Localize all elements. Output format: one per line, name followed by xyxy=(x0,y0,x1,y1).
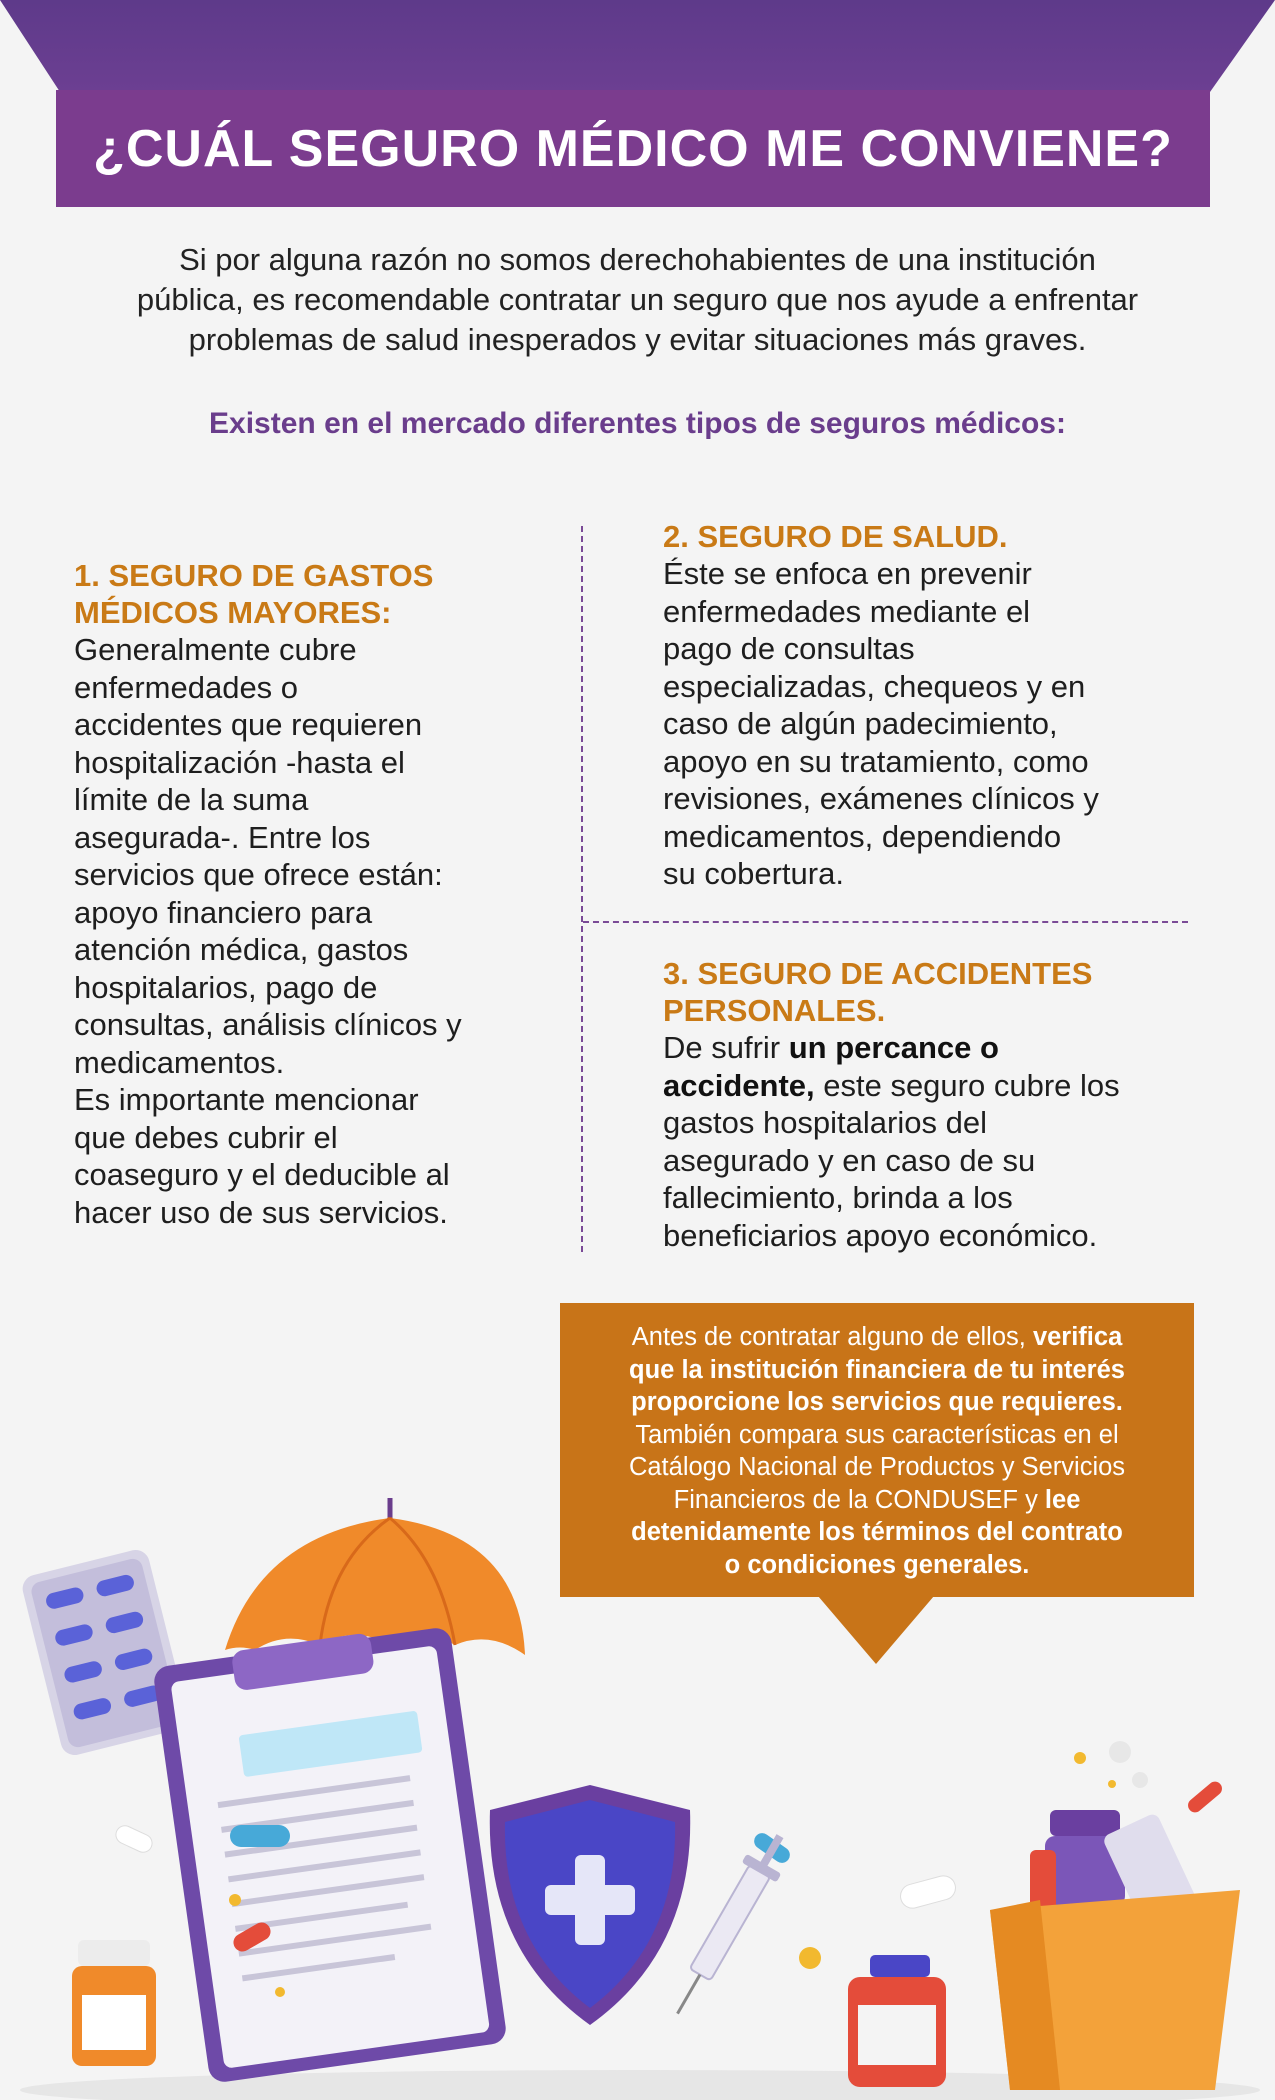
body-line: apoyo financiero para xyxy=(74,894,373,930)
body-line: Generalmente cubre xyxy=(74,632,357,667)
section-body xyxy=(663,555,1183,893)
body-highlight: un percance o xyxy=(788,1030,999,1065)
body-line: hospitalarios, pago de xyxy=(74,969,378,1005)
section-gastos-medicos-mayores xyxy=(74,557,534,1231)
body-line: coaseguro y el deducible al xyxy=(74,1157,450,1192)
intro-line: problemas de salud inesperados y evitar situaciones más graves. xyxy=(188,322,1087,357)
section-heading: 1. SEGURO DE GASTOS xyxy=(74,558,434,593)
callout-emphasis: o condiciones generales. xyxy=(724,1550,1030,1579)
section-heading: 2. SEGURO DE SALUD. xyxy=(663,519,1008,554)
section-subtitle: Existen en el mercado diferentes tipos de seguros médicos: xyxy=(209,407,1066,440)
pill-icon xyxy=(1109,1741,1131,1763)
callout-emphasis: detenidamente los términos del contrato xyxy=(631,1518,1123,1546)
section-accidentes-personales xyxy=(663,955,1193,1254)
body-line: Éste se enfoca en prevenir xyxy=(663,556,1032,591)
body-line: gastos hospitalarios del xyxy=(663,1105,987,1140)
body-line: límite de la suma xyxy=(74,782,309,817)
callout-line: Catálogo Nacional de Productos y Servicios xyxy=(628,1453,1126,1481)
body-line: hacer uso de sus servicios. xyxy=(74,1194,448,1230)
body-line: consultas, análisis clínicos y xyxy=(74,1007,462,1042)
body-highlight: accidente, xyxy=(663,1067,815,1103)
shield-plus-icon xyxy=(490,1785,690,2025)
section-heading: MÉDICOS MAYORES: xyxy=(74,595,392,630)
intro-line: Si por alguna razón no somos derechohabientes de una institución xyxy=(179,242,1096,277)
callout-emphasis: lee xyxy=(1044,1485,1081,1514)
body-line: beneficiarios apoyo económico. xyxy=(663,1217,1098,1253)
callout-line xyxy=(574,1321,1180,1354)
body-line: pago de consultas xyxy=(663,631,915,666)
capsule-icon xyxy=(230,1825,290,1847)
body-line: fallecimiento, brinda a los xyxy=(663,1180,1013,1215)
body-line: medicamentos. xyxy=(74,1044,285,1080)
medicine-bottle-icon xyxy=(848,1955,946,2087)
vertical-divider xyxy=(581,526,583,1252)
body-line: asegurado y en caso de su xyxy=(663,1142,1036,1178)
body-line: hospitalización -hasta el xyxy=(74,744,405,780)
body-line: Es importante mencionar xyxy=(74,1082,419,1117)
pill-icon xyxy=(898,1873,958,1911)
body-text: De sufrir xyxy=(663,1030,789,1065)
body-line: medicamentos, dependiendo xyxy=(663,818,1062,854)
body-line: servicios que ofrece están: xyxy=(74,857,443,892)
intro-line: pública, es recomendable contratar un seguro que nos ayude a enfrentar xyxy=(136,282,1139,317)
body-line: enfermedades o xyxy=(74,669,299,705)
callout-emphasis: verifica xyxy=(1032,1323,1123,1351)
body-line xyxy=(663,1029,1193,1067)
section-heading: PERSONALES. xyxy=(663,993,886,1028)
section-heading: 3. SEGURO DE ACCIDENTES xyxy=(663,956,1093,991)
callout-emphasis: proporcione los servicios que requieres. xyxy=(631,1388,1123,1416)
section-seguro-de-salud xyxy=(663,518,1183,893)
page-title: ¿CUÁL SEGURO MÉDICO ME CONVIENE? xyxy=(93,119,1173,178)
medical-illustration xyxy=(0,1480,1275,2100)
section-body xyxy=(663,1029,1193,1254)
body-line: especializadas, chequeos y en xyxy=(663,668,1086,704)
medicine-bottle-icon xyxy=(72,1940,156,2066)
body-line: atención médica, gastos xyxy=(74,932,409,967)
body-line: enfermedades mediante el xyxy=(663,593,1031,629)
callout-line xyxy=(574,1386,1180,1419)
section-body xyxy=(74,631,534,1231)
title-banner xyxy=(56,90,1210,207)
clipboard-document-icon xyxy=(152,1626,508,2084)
body-line: apoyo en su tratamiento, como xyxy=(663,743,1089,779)
medicine-bag-icon xyxy=(990,1810,1240,2090)
intro-paragraph xyxy=(60,240,1215,360)
body-line: accidentes que requieren xyxy=(74,707,423,742)
body-line xyxy=(663,1067,1193,1105)
body-line: asegurada-. Entre los xyxy=(74,819,371,855)
body-line: revisiones, exámenes clínicos y xyxy=(663,781,1099,816)
header-band xyxy=(0,0,1275,92)
callout-text: Financieros de la CONDUSEF y xyxy=(673,1485,1045,1514)
horizontal-divider xyxy=(583,921,1188,923)
callout-text: Antes de contratar alguno de ellos, xyxy=(631,1323,1033,1351)
callout-line xyxy=(574,1354,1180,1387)
pill-icon xyxy=(113,1823,155,1855)
body-line: que debes cubrir el xyxy=(74,1119,338,1155)
callout-line: También compara sus características en el xyxy=(635,1420,1119,1449)
body-line: su cobertura. xyxy=(663,856,844,891)
pill-icon xyxy=(799,1947,821,1969)
body-text: este seguro cubre los xyxy=(814,1067,1120,1103)
callout-emphasis: que la institución financiera de tu interés xyxy=(629,1355,1125,1384)
body-line: caso de algún padecimiento, xyxy=(663,706,1058,741)
